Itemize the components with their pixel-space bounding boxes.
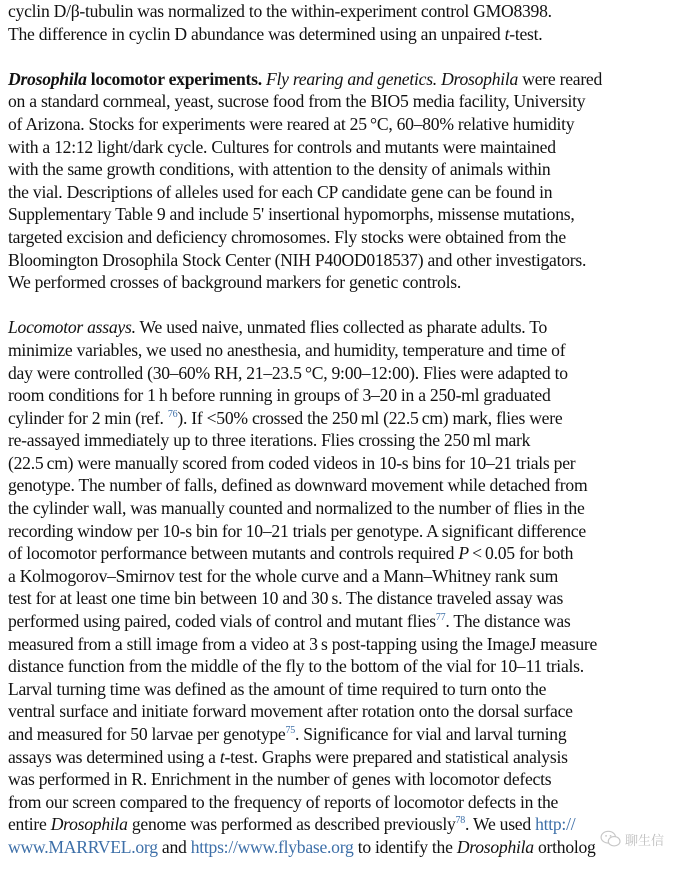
text-line: a Kolmogorov–Smirnov test for the whole curve and a Mann–Whitney rank sum [8, 565, 558, 586]
text-line: minimize variables, we used no anesthesia, and humidity, temperature and time of [8, 339, 566, 360]
italic-drosophila: Drosophila [50, 814, 128, 835]
text-line: test for at least one time bin between 10 and 30 s. The distance traveled assay was [8, 588, 564, 609]
subsection-heading: Fly rearing and genetics. Drosophila [261, 68, 519, 89]
text-line: the cylinder wall, was manually counted and normalized to the number of flies in the [8, 498, 585, 519]
text-line: re-assayed immediately up to three iterations. Flies crossing the 250 ml mark [8, 430, 531, 451]
text-line: measured from a still image from a video at 3 s post-tapping using the ImageJ measure [8, 633, 598, 654]
paragraph-cyclin-d [8, 0, 672, 45]
text-line [8, 23, 672, 46]
text-span: We used naive, unmated flies collected as pharate adults. To [135, 317, 548, 338]
article-body [8, 0, 672, 859]
flybase-link[interactable]: https://www.flybase.org [190, 836, 354, 857]
text-span: were reared [518, 68, 603, 89]
text-line: with a 12:12 light/dark cycle. Cultures for controls and mutants were maintained [8, 136, 556, 157]
marrvel-link-part1[interactable]: http:// [535, 814, 576, 835]
watermark [600, 826, 676, 852]
text-line [8, 746, 672, 769]
text-line: targeted excision and deficiency chromosomes. Fly stocks were obtained from the [8, 226, 566, 247]
text-span: < 0.05 for both [468, 543, 574, 564]
italic-t: t [504, 23, 510, 44]
text-line: cyclin D/β-tubulin was normalized to the within-experiment control GMO8398. [8, 1, 552, 21]
text-span: . The distance was [445, 611, 571, 632]
text-span: The difference in cyclin D abundance was determined using an unpaired [8, 23, 505, 44]
text-span: performed using paired, coded vials of control and mutant flies [8, 611, 436, 632]
text-line: the vial. Descriptions of alleles used for each CP candidate gene can be found in [8, 181, 553, 202]
text-span: of locomotor performance between mutants and controls required [8, 543, 459, 564]
text-line: recording window per 10-s bin for 10–21 trials per genotype. A significant difference [8, 520, 586, 541]
subsection-heading: Locomotor assays. [8, 317, 136, 338]
paragraph-locomotor-assays [8, 316, 672, 858]
italic-t: t [219, 746, 225, 767]
text-span: -test. [509, 23, 543, 44]
marrvel-link-part2[interactable]: www.MARRVEL.org [8, 836, 158, 857]
text-span: and measured for 50 larvae per genotype [8, 724, 286, 744]
text-line: Supplementary Table 9 and include 5' insertional hypomorphs, missense mutations, [8, 204, 575, 225]
reference-77-link[interactable]: 77 [435, 612, 446, 624]
text-line: We performed crosses of background markers for genetic controls. [8, 272, 462, 293]
text-line: on a standard cornmeal, yeast, sucrose food from the BIO5 media facility, University [8, 91, 586, 112]
text-span: cylinder for 2 min (ref. [8, 407, 168, 428]
text-span: -test. Graphs were prepared and statistical analysis [224, 746, 568, 767]
paragraph-fly-rearing [8, 68, 672, 294]
paragraph-gap [8, 294, 672, 317]
text-line [8, 542, 672, 565]
text-line [8, 836, 672, 859]
text-span: . We used [465, 814, 536, 835]
reference-75-link[interactable]: 75 [285, 725, 295, 737]
italic-p: P [458, 543, 469, 564]
text-span: . Significance for vial and larval turning [295, 724, 567, 744]
text-span: to identify the [353, 836, 457, 857]
text-line: Bloomington Drosophila Stock Center (NIH P40OD018537) and other investigators. [8, 249, 587, 270]
text-line: genotype. The number of falls, defined as downward movement while detached from [8, 475, 588, 496]
text-line [8, 610, 672, 633]
text-line: from our screen compared to the frequency of reports of locomotor defects in the [8, 791, 559, 812]
text-line [8, 723, 672, 746]
text-span: genome was performed as described previously [127, 814, 456, 835]
watermark-text: 聊生信 [625, 833, 665, 849]
text-span: and [157, 836, 191, 857]
reference-78-link[interactable]: 78 [455, 815, 466, 827]
italic-drosophila: Drosophila [456, 836, 534, 857]
text-line: with the same growth conditions, with attention to the density of animals within [8, 159, 551, 180]
section-heading-italic: Drosophila [8, 68, 87, 89]
text-line: room conditions for 1 h before running in groups of 3–20 in a 250-ml graduated [8, 385, 551, 406]
text-line: was performed in R. Enrichment in the number of genes with locomotor defects [8, 769, 552, 790]
section-heading: locomotor experiments. [86, 68, 262, 89]
text-span: ). If <50% crossed the 250 ml (22.5 cm) mark, flies were [177, 407, 563, 428]
text-line [8, 68, 672, 91]
text-span: ortholog [533, 836, 596, 857]
reference-76-link[interactable]: 76 [167, 408, 178, 420]
text-span: entire [8, 814, 51, 835]
text-line: of Arizona. Stocks for experiments were reared at 25 °C, 60–80% relative humidity [8, 113, 575, 134]
text-line [8, 316, 672, 339]
text-line: day were controlled (30–60% RH, 21–23.5 °C, 9:00–12:00). Flies were adapted to [8, 362, 568, 383]
text-line: (22.5 cm) were manually scored from coded videos in 10-s bins for 10–21 trials per [8, 452, 576, 473]
text-line: distance function from the middle of the fly to the bottom of the vial for 10–11 trials. [8, 656, 584, 677]
text-span: assays was determined using a [8, 746, 220, 767]
wechat-icon [600, 830, 622, 848]
text-line: ventral surface and initiate forward movement after rotation onto the dorsal surface [8, 701, 573, 722]
text-line [8, 813, 672, 836]
paragraph-gap [8, 45, 672, 68]
text-line: Larval turning time was defined as the amount of time required to turn onto the [8, 678, 547, 699]
text-line [8, 407, 672, 430]
